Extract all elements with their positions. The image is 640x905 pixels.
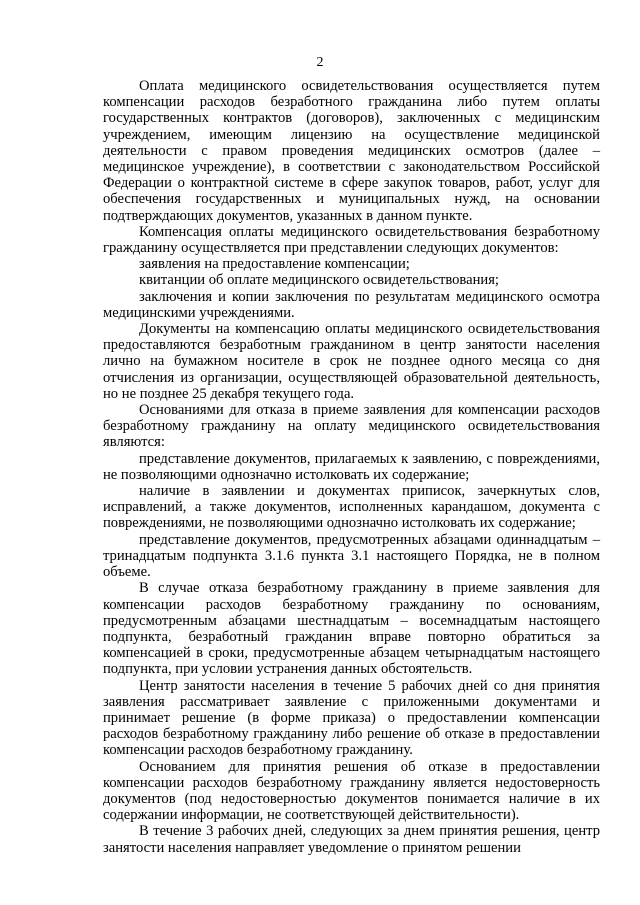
paragraph-refusal-incomplete: представление документов, предусмотренных абзацами одиннадцатым – тринадцатым подпункта 3.1.6 пункта 3.1 настоящего Порядка, не в полном объеме. — [103, 531, 600, 581]
paragraph-denial-basis: Основанием для принятия решения об отказе в предоставлении компенсации расходов безработному гражданину является недостоверность документов (под недостоверностью документов понимается наличие в их содержании информации, не соответствующей действительности). — [103, 758, 600, 824]
paragraph-refusal-damaged: представление документов, прилагаемых к заявлению, с повреждениями, не позволяющими однозначно истолковать их содержание; — [103, 450, 600, 483]
paragraph-payment-method: Оплата медицинского освидетельствования осуществляется путем компенсации расходов безработного гражданина либо путем оплаты государственных контрактов (договоров), заключенных с медицинским учреждением, имеющим лицензию на осуществление медицинской деятельности с правом проведения медицинских осмотров (далее – медицинское учреждение), в соответствии с законодательством Российской Федерации о контрактной системе в сфере закупок товаров, работ, услуг для обеспечения государственных и муниципальных нужд, на основании подтверждающих документов, указанных в данном пункте. — [103, 78, 600, 224]
paragraph-refusal-grounds: Основаниями для отказа в приеме заявления для компенсации расходов безработному гражданину на оплату медицинского освидетельствования являются: — [103, 402, 600, 451]
page-number: 2 — [316, 55, 324, 70]
paragraph-compensation-documents: Компенсация оплаты медицинского освидетельствования безработному гражданину осуществляется при представлении следующих документов: — [103, 223, 600, 257]
paragraph-item-application: заявления на предоставление компенсации; — [139, 256, 410, 273]
paragraph-reapply: В случае отказа безработному гражданину в приеме заявления для компенсации расходов безработному гражданину по основаниям, предусмотренным абзацами шестнадцатым – восемнадцатым настоящего подпункта, безработный гражданин вправе повторно обратиться за компенсацией в сроки, предусмотренные абзацем четырнадцатым настоящего подпункта, при условии устранения данных обстоятельств. — [103, 580, 600, 678]
paragraph-notification: В течение 3 рабочих дней, следующих за днем принятия решения, центр занятости населения направляет уведомление о принятом решении — [103, 823, 600, 856]
paragraph-review-period: Центр занятости населения в течение 5 рабочих дней со дня принятия заявления рассматривает заявление с приложенными документами и принимает решение (в форме приказа) о предоставлении компенсации расходов безработному гражданину либо решение об отказе в предоставлении компенсации расходов безработному гражданину. — [103, 677, 600, 759]
paragraph-item-conclusion: заключения и копии заключения по результатам медицинского осмотра медицинскими учреждениями. — [103, 288, 600, 321]
paragraph-item-receipt: квитанции об оплате медицинского освидетельствования; — [139, 272, 499, 289]
document-body — [103, 78, 600, 856]
paragraph-refusal-corrections: наличие в заявлении и документах приписок, зачеркнутых слов, исправлений, а также документов, исполненных карандашом, документа с повреждениями, не позволяющими однозначно истолковать их содержание; — [103, 483, 600, 532]
paragraph-submission-terms: Документы на компенсацию оплаты медицинского освидетельствования предоставляются безработным гражданином в центр занятости населения лично на бумажном носителе в срок не позднее одного месяца со дня отчисления из организации, осуществляющей образовательной деятельность, но не позднее 25 декабря текущего года. — [103, 321, 600, 402]
